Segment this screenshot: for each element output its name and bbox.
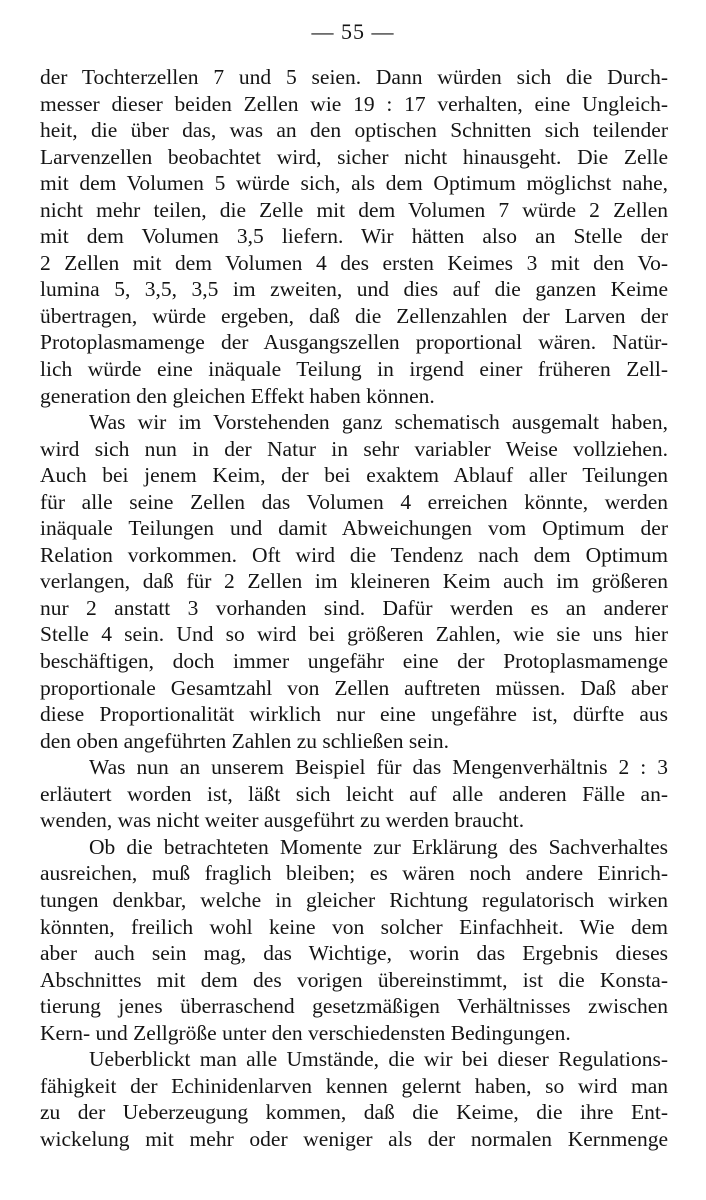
text-line: lich würde eine inäquale Teilung in irgend einer früheren Zell- <box>40 357 668 382</box>
text-line: fähigkeit der Echinidenlarven kennen gelernt haben, so wird man <box>40 1073 668 1098</box>
text-line: zu der Ueberzeugung kommen, daß die Keime, die ihre Ent- <box>40 1100 668 1125</box>
text-line: Auch bei jenem Keim, der bei exaktem Ablauf aller Teilungen <box>40 463 668 488</box>
text-line: mit dem Volumen 5 würde sich, als dem Optimum möglichst nahe, <box>40 171 668 196</box>
text-line: könnten, freilich wohl keine von solcher Einfachheit. Wie dem <box>40 914 668 939</box>
text-line: wickelung mit mehr oder weniger als der normalen Kernmenge <box>40 1126 668 1151</box>
text-line: wenden, was nicht weiter ausgeführt zu werden braucht. <box>40 808 525 833</box>
text-line: Stelle 4 sein. Und so wird bei größeren Zahlen, wie sie uns hier <box>40 622 668 647</box>
text-line: Larvenzellen beobachtet wird, sicher nicht hinausgeht. Die Zelle <box>40 144 668 169</box>
text-line: den oben angeführten Zahlen zu schließen sein. <box>40 728 449 753</box>
text-line: für alle seine Zellen das Volumen 4 erreichen könnte, werden <box>40 489 668 514</box>
text-line: proportionale Gesamtzahl von Zellen auftreten müssen. Daß aber <box>40 675 668 700</box>
text-line: messer dieser beiden Zellen wie 19 : 17 verhalten, eine Ungleich- <box>40 91 668 116</box>
text-line: Protoplasmamenge der Ausgangszellen proportional wären. Natür- <box>40 330 668 355</box>
text-line: nur 2 anstatt 3 vorhanden sind. Dafür werden es an anderer <box>40 595 668 620</box>
text-line: tungen denkbar, welche in gleicher Richtung regulatorisch wirken <box>40 887 668 912</box>
text-line: Abschnittes mit dem des vorigen übereinstimmt, ist die Konsta- <box>40 967 668 992</box>
text-line: ausreichen, muß fraglich bleiben; es wären noch andere Einrich- <box>40 861 668 886</box>
text-line: aber auch sein mag, das Wichtige, worin das Ergebnis dieses <box>40 941 668 966</box>
text-line: Relation vorkommen. Oft wird die Tendenz nach dem Optimum <box>40 542 668 567</box>
text-line: Kern- und Zellgröße unter den verschiedensten Bedingungen. <box>40 1020 571 1045</box>
text-line: wird sich nun in der Natur in sehr variabler Weise vollziehen. <box>40 436 668 461</box>
text-line: lumina 5, 3,5, 3,5 im zweiten, und dies auf die ganzen Keime <box>40 277 668 302</box>
text-line: Ueberblickt man alle Umstände, die wir bei dieser Regulations- <box>89 1047 668 1072</box>
text-line: diese Proportionalität wirklich nur eine ungefähre ist, dürfte aus <box>40 702 668 727</box>
text-line: generation den gleichen Effekt haben können. <box>40 383 435 408</box>
text-line: inäquale Teilungen und damit Abweichungen vom Optimum der <box>40 516 668 541</box>
text-line: 2 Zellen mit dem Volumen 4 des ersten Keimes 3 mit den Vo- <box>40 250 668 275</box>
text-line: übertragen, würde ergeben, daß die Zellenzahlen der Larven der <box>40 303 668 328</box>
text-line: nicht mehr teilen, die Zelle mit dem Volumen 7 würde 2 Zellen <box>40 197 668 222</box>
text-line: Was nun an unserem Beispiel für das Mengenverhältnis 2 : 3 <box>89 755 668 780</box>
text-line: der Tochterzellen 7 und 5 seien. Dann würden sich die Durch- <box>40 65 668 89</box>
text-line: erläutert worden ist, läßt sich leicht auf alle anderen Fälle an- <box>40 781 668 806</box>
text-line: verlangen, daß für 2 Zellen im kleineren Keim auch im größeren <box>40 569 668 594</box>
page-number: — 55 — <box>311 19 395 44</box>
text-line: beschäftigen, doch immer ungefähr eine der Protoplasmamenge <box>40 649 668 674</box>
text-line: Was wir im Vorstehenden ganz schematisch ausgemalt haben, <box>89 410 668 435</box>
text-line: heit, die über das, was an den optischen Schnitten sich teilender <box>40 118 668 143</box>
text-line: tierung jenes überraschend gesetzmäßigen Verhältnisses zwischen <box>40 994 668 1019</box>
body-text <box>40 64 668 1152</box>
text-line: mit dem Volumen 3,5 liefern. Wir hätten also an Stelle der <box>40 224 668 249</box>
text-line: Ob die betrachteten Momente zur Erklärung des Sachverhaltes <box>89 834 668 859</box>
